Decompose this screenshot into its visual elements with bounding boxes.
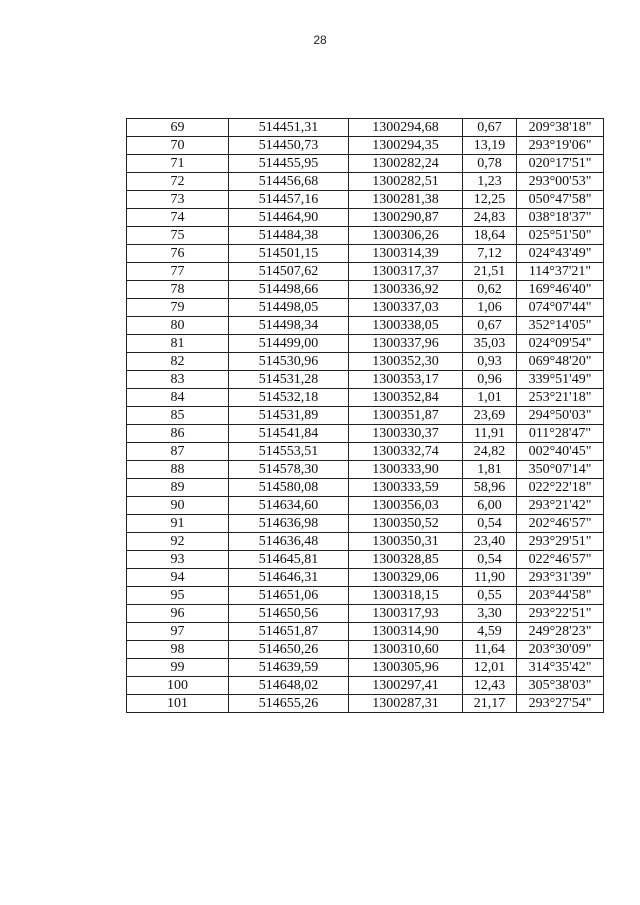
x-coordinate-cell: 514450,73 bbox=[229, 137, 349, 155]
coordinates-table bbox=[126, 118, 604, 713]
x-coordinate-cell: 514451,31 bbox=[229, 119, 349, 137]
direction-angle-cell: 038°18'37" bbox=[517, 209, 604, 227]
direction-angle-cell: 339°51'49" bbox=[517, 371, 604, 389]
y-coordinate-cell: 1300310,60 bbox=[349, 641, 463, 659]
x-coordinate-cell: 514645,81 bbox=[229, 551, 349, 569]
table-row bbox=[127, 353, 604, 371]
table-row bbox=[127, 479, 604, 497]
x-coordinate-cell: 514636,98 bbox=[229, 515, 349, 533]
x-coordinate-cell: 514456,68 bbox=[229, 173, 349, 191]
x-coordinate-cell: 514578,30 bbox=[229, 461, 349, 479]
x-coordinate-cell: 514651,87 bbox=[229, 623, 349, 641]
table-row bbox=[127, 407, 604, 425]
segment-length-cell: 0,93 bbox=[463, 353, 517, 371]
segment-length-cell: 0,67 bbox=[463, 119, 517, 137]
page-number: 28 bbox=[313, 33, 327, 47]
point-number-cell: 95 bbox=[127, 587, 229, 605]
x-coordinate-cell: 514457,16 bbox=[229, 191, 349, 209]
x-coordinate-cell: 514650,26 bbox=[229, 641, 349, 659]
y-coordinate-cell: 1300352,84 bbox=[349, 389, 463, 407]
x-coordinate-cell: 514464,90 bbox=[229, 209, 349, 227]
table-row bbox=[127, 263, 604, 281]
segment-length-cell: 35,03 bbox=[463, 335, 517, 353]
point-number-cell: 86 bbox=[127, 425, 229, 443]
direction-angle-cell: 020°17'51" bbox=[517, 155, 604, 173]
segment-length-cell: 12,43 bbox=[463, 677, 517, 695]
point-number-cell: 74 bbox=[127, 209, 229, 227]
point-number-cell: 75 bbox=[127, 227, 229, 245]
y-coordinate-cell: 1300352,30 bbox=[349, 353, 463, 371]
point-number-cell: 77 bbox=[127, 263, 229, 281]
x-coordinate-cell: 514531,28 bbox=[229, 371, 349, 389]
point-number-cell: 73 bbox=[127, 191, 229, 209]
point-number-cell: 70 bbox=[127, 137, 229, 155]
point-number-cell: 88 bbox=[127, 461, 229, 479]
point-number-cell: 99 bbox=[127, 659, 229, 677]
direction-angle-cell: 011°28'47" bbox=[517, 425, 604, 443]
segment-length-cell: 4,59 bbox=[463, 623, 517, 641]
x-coordinate-cell: 514531,89 bbox=[229, 407, 349, 425]
segment-length-cell: 0,55 bbox=[463, 587, 517, 605]
direction-angle-cell: 253°21'18" bbox=[517, 389, 604, 407]
x-coordinate-cell: 514498,34 bbox=[229, 317, 349, 335]
y-coordinate-cell: 1300333,90 bbox=[349, 461, 463, 479]
x-coordinate-cell: 514455,95 bbox=[229, 155, 349, 173]
point-number-cell: 79 bbox=[127, 299, 229, 317]
y-coordinate-cell: 1300338,05 bbox=[349, 317, 463, 335]
table-row bbox=[127, 281, 604, 299]
y-coordinate-cell: 1300337,03 bbox=[349, 299, 463, 317]
y-coordinate-cell: 1300332,74 bbox=[349, 443, 463, 461]
table-row bbox=[127, 569, 604, 587]
direction-angle-cell: 024°43'49" bbox=[517, 245, 604, 263]
y-coordinate-cell: 1300305,96 bbox=[349, 659, 463, 677]
table-row bbox=[127, 389, 604, 407]
segment-length-cell: 21,51 bbox=[463, 263, 517, 281]
segment-length-cell: 12,01 bbox=[463, 659, 517, 677]
segment-length-cell: 1,23 bbox=[463, 173, 517, 191]
y-coordinate-cell: 1300351,87 bbox=[349, 407, 463, 425]
segment-length-cell: 1,81 bbox=[463, 461, 517, 479]
table-row bbox=[127, 335, 604, 353]
y-coordinate-cell: 1300317,93 bbox=[349, 605, 463, 623]
table-row bbox=[127, 623, 604, 641]
x-coordinate-cell: 514580,08 bbox=[229, 479, 349, 497]
x-coordinate-cell: 514651,06 bbox=[229, 587, 349, 605]
table-row bbox=[127, 587, 604, 605]
x-coordinate-cell: 514648,02 bbox=[229, 677, 349, 695]
segment-length-cell: 0,78 bbox=[463, 155, 517, 173]
direction-angle-cell: 350°07'14" bbox=[517, 461, 604, 479]
point-number-cell: 90 bbox=[127, 497, 229, 515]
direction-angle-cell: 114°37'21" bbox=[517, 263, 604, 281]
segment-length-cell: 18,64 bbox=[463, 227, 517, 245]
direction-angle-cell: 022°22'18" bbox=[517, 479, 604, 497]
point-number-cell: 85 bbox=[127, 407, 229, 425]
direction-angle-cell: 069°48'20" bbox=[517, 353, 604, 371]
direction-angle-cell: 294°50'03" bbox=[517, 407, 604, 425]
direction-angle-cell: 022°46'57" bbox=[517, 551, 604, 569]
segment-length-cell: 11,64 bbox=[463, 641, 517, 659]
point-number-cell: 94 bbox=[127, 569, 229, 587]
point-number-cell: 98 bbox=[127, 641, 229, 659]
direction-angle-cell: 293°00'53" bbox=[517, 173, 604, 191]
y-coordinate-cell: 1300294,68 bbox=[349, 119, 463, 137]
table-row bbox=[127, 425, 604, 443]
point-number-cell: 91 bbox=[127, 515, 229, 533]
segment-length-cell: 7,12 bbox=[463, 245, 517, 263]
segment-length-cell: 0,62 bbox=[463, 281, 517, 299]
point-number-cell: 96 bbox=[127, 605, 229, 623]
table-row bbox=[127, 677, 604, 695]
x-coordinate-cell: 514634,60 bbox=[229, 497, 349, 515]
x-coordinate-cell: 514639,59 bbox=[229, 659, 349, 677]
x-coordinate-cell: 514499,00 bbox=[229, 335, 349, 353]
segment-length-cell: 1,06 bbox=[463, 299, 517, 317]
point-number-cell: 97 bbox=[127, 623, 229, 641]
segment-length-cell: 13,19 bbox=[463, 137, 517, 155]
segment-length-cell: 12,25 bbox=[463, 191, 517, 209]
direction-angle-cell: 352°14'05" bbox=[517, 317, 604, 335]
direction-angle-cell: 209°38'18" bbox=[517, 119, 604, 137]
point-number-cell: 78 bbox=[127, 281, 229, 299]
direction-angle-cell: 249°28'23" bbox=[517, 623, 604, 641]
segment-length-cell: 6,00 bbox=[463, 497, 517, 515]
table-row bbox=[127, 443, 604, 461]
segment-length-cell: 23,40 bbox=[463, 533, 517, 551]
point-number-cell: 80 bbox=[127, 317, 229, 335]
y-coordinate-cell: 1300314,39 bbox=[349, 245, 463, 263]
x-coordinate-cell: 514636,48 bbox=[229, 533, 349, 551]
table-row bbox=[127, 695, 604, 713]
table-row bbox=[127, 533, 604, 551]
point-number-cell: 83 bbox=[127, 371, 229, 389]
point-number-cell: 92 bbox=[127, 533, 229, 551]
segment-length-cell: 0,54 bbox=[463, 551, 517, 569]
table-row bbox=[127, 515, 604, 533]
y-coordinate-cell: 1300314,90 bbox=[349, 623, 463, 641]
point-number-cell: 82 bbox=[127, 353, 229, 371]
point-number-cell: 100 bbox=[127, 677, 229, 695]
y-coordinate-cell: 1300329,06 bbox=[349, 569, 463, 587]
y-coordinate-cell: 1300306,26 bbox=[349, 227, 463, 245]
segment-length-cell: 0,54 bbox=[463, 515, 517, 533]
x-coordinate-cell: 514541,84 bbox=[229, 425, 349, 443]
table-row bbox=[127, 245, 604, 263]
x-coordinate-cell: 514501,15 bbox=[229, 245, 349, 263]
y-coordinate-cell: 1300294,35 bbox=[349, 137, 463, 155]
table-row bbox=[127, 551, 604, 569]
segment-length-cell: 3,30 bbox=[463, 605, 517, 623]
y-coordinate-cell: 1300318,15 bbox=[349, 587, 463, 605]
table-row bbox=[127, 137, 604, 155]
point-number-cell: 89 bbox=[127, 479, 229, 497]
y-coordinate-cell: 1300336,92 bbox=[349, 281, 463, 299]
direction-angle-cell: 202°46'57" bbox=[517, 515, 604, 533]
y-coordinate-cell: 1300290,87 bbox=[349, 209, 463, 227]
y-coordinate-cell: 1300297,41 bbox=[349, 677, 463, 695]
x-coordinate-cell: 514507,62 bbox=[229, 263, 349, 281]
x-coordinate-cell: 514498,66 bbox=[229, 281, 349, 299]
y-coordinate-cell: 1300356,03 bbox=[349, 497, 463, 515]
table-row bbox=[127, 461, 604, 479]
table-row bbox=[127, 209, 604, 227]
point-number-cell: 101 bbox=[127, 695, 229, 713]
direction-angle-cell: 305°38'03" bbox=[517, 677, 604, 695]
x-coordinate-cell: 514553,51 bbox=[229, 443, 349, 461]
direction-angle-cell: 293°19'06" bbox=[517, 137, 604, 155]
table-body bbox=[127, 119, 604, 713]
table-row bbox=[127, 371, 604, 389]
y-coordinate-cell: 1300330,37 bbox=[349, 425, 463, 443]
direction-angle-cell: 050°47'58" bbox=[517, 191, 604, 209]
y-coordinate-cell: 1300337,96 bbox=[349, 335, 463, 353]
direction-angle-cell: 025°51'50" bbox=[517, 227, 604, 245]
x-coordinate-cell: 514532,18 bbox=[229, 389, 349, 407]
point-number-cell: 76 bbox=[127, 245, 229, 263]
y-coordinate-cell: 1300282,51 bbox=[349, 173, 463, 191]
y-coordinate-cell: 1300353,17 bbox=[349, 371, 463, 389]
point-number-cell: 69 bbox=[127, 119, 229, 137]
segment-length-cell: 24,82 bbox=[463, 443, 517, 461]
table-row bbox=[127, 173, 604, 191]
y-coordinate-cell: 1300281,38 bbox=[349, 191, 463, 209]
segment-length-cell: 0,96 bbox=[463, 371, 517, 389]
direction-angle-cell: 074°07'44" bbox=[517, 299, 604, 317]
direction-angle-cell: 169°46'40" bbox=[517, 281, 604, 299]
point-number-cell: 71 bbox=[127, 155, 229, 173]
table-row bbox=[127, 155, 604, 173]
table-row bbox=[127, 317, 604, 335]
direction-angle-cell: 293°29'51" bbox=[517, 533, 604, 551]
segment-length-cell: 11,90 bbox=[463, 569, 517, 587]
segment-length-cell: 58,96 bbox=[463, 479, 517, 497]
y-coordinate-cell: 1300350,52 bbox=[349, 515, 463, 533]
table-row bbox=[127, 119, 604, 137]
segment-length-cell: 24,83 bbox=[463, 209, 517, 227]
table-row bbox=[127, 299, 604, 317]
segment-length-cell: 21,17 bbox=[463, 695, 517, 713]
table-row bbox=[127, 227, 604, 245]
x-coordinate-cell: 514484,38 bbox=[229, 227, 349, 245]
point-number-cell: 93 bbox=[127, 551, 229, 569]
table-row bbox=[127, 191, 604, 209]
direction-angle-cell: 002°40'45" bbox=[517, 443, 604, 461]
segment-length-cell: 0,67 bbox=[463, 317, 517, 335]
y-coordinate-cell: 1300328,85 bbox=[349, 551, 463, 569]
x-coordinate-cell: 514650,56 bbox=[229, 605, 349, 623]
direction-angle-cell: 024°09'54" bbox=[517, 335, 604, 353]
x-coordinate-cell: 514498,05 bbox=[229, 299, 349, 317]
point-number-cell: 81 bbox=[127, 335, 229, 353]
point-number-cell: 72 bbox=[127, 173, 229, 191]
direction-angle-cell: 293°22'51" bbox=[517, 605, 604, 623]
table-row bbox=[127, 659, 604, 677]
y-coordinate-cell: 1300287,31 bbox=[349, 695, 463, 713]
y-coordinate-cell: 1300350,31 bbox=[349, 533, 463, 551]
x-coordinate-cell: 514646,31 bbox=[229, 569, 349, 587]
point-number-cell: 87 bbox=[127, 443, 229, 461]
segment-length-cell: 23,69 bbox=[463, 407, 517, 425]
y-coordinate-cell: 1300317,37 bbox=[349, 263, 463, 281]
x-coordinate-cell: 514530,96 bbox=[229, 353, 349, 371]
direction-angle-cell: 293°21'42" bbox=[517, 497, 604, 515]
direction-angle-cell: 203°30'09" bbox=[517, 641, 604, 659]
direction-angle-cell: 314°35'42" bbox=[517, 659, 604, 677]
y-coordinate-cell: 1300333,59 bbox=[349, 479, 463, 497]
segment-length-cell: 11,91 bbox=[463, 425, 517, 443]
table-row bbox=[127, 641, 604, 659]
x-coordinate-cell: 514655,26 bbox=[229, 695, 349, 713]
table-row bbox=[127, 497, 604, 515]
direction-angle-cell: 293°27'54" bbox=[517, 695, 604, 713]
point-number-cell: 84 bbox=[127, 389, 229, 407]
y-coordinate-cell: 1300282,24 bbox=[349, 155, 463, 173]
table-row bbox=[127, 605, 604, 623]
segment-length-cell: 1,01 bbox=[463, 389, 517, 407]
direction-angle-cell: 203°44'58" bbox=[517, 587, 604, 605]
direction-angle-cell: 293°31'39" bbox=[517, 569, 604, 587]
